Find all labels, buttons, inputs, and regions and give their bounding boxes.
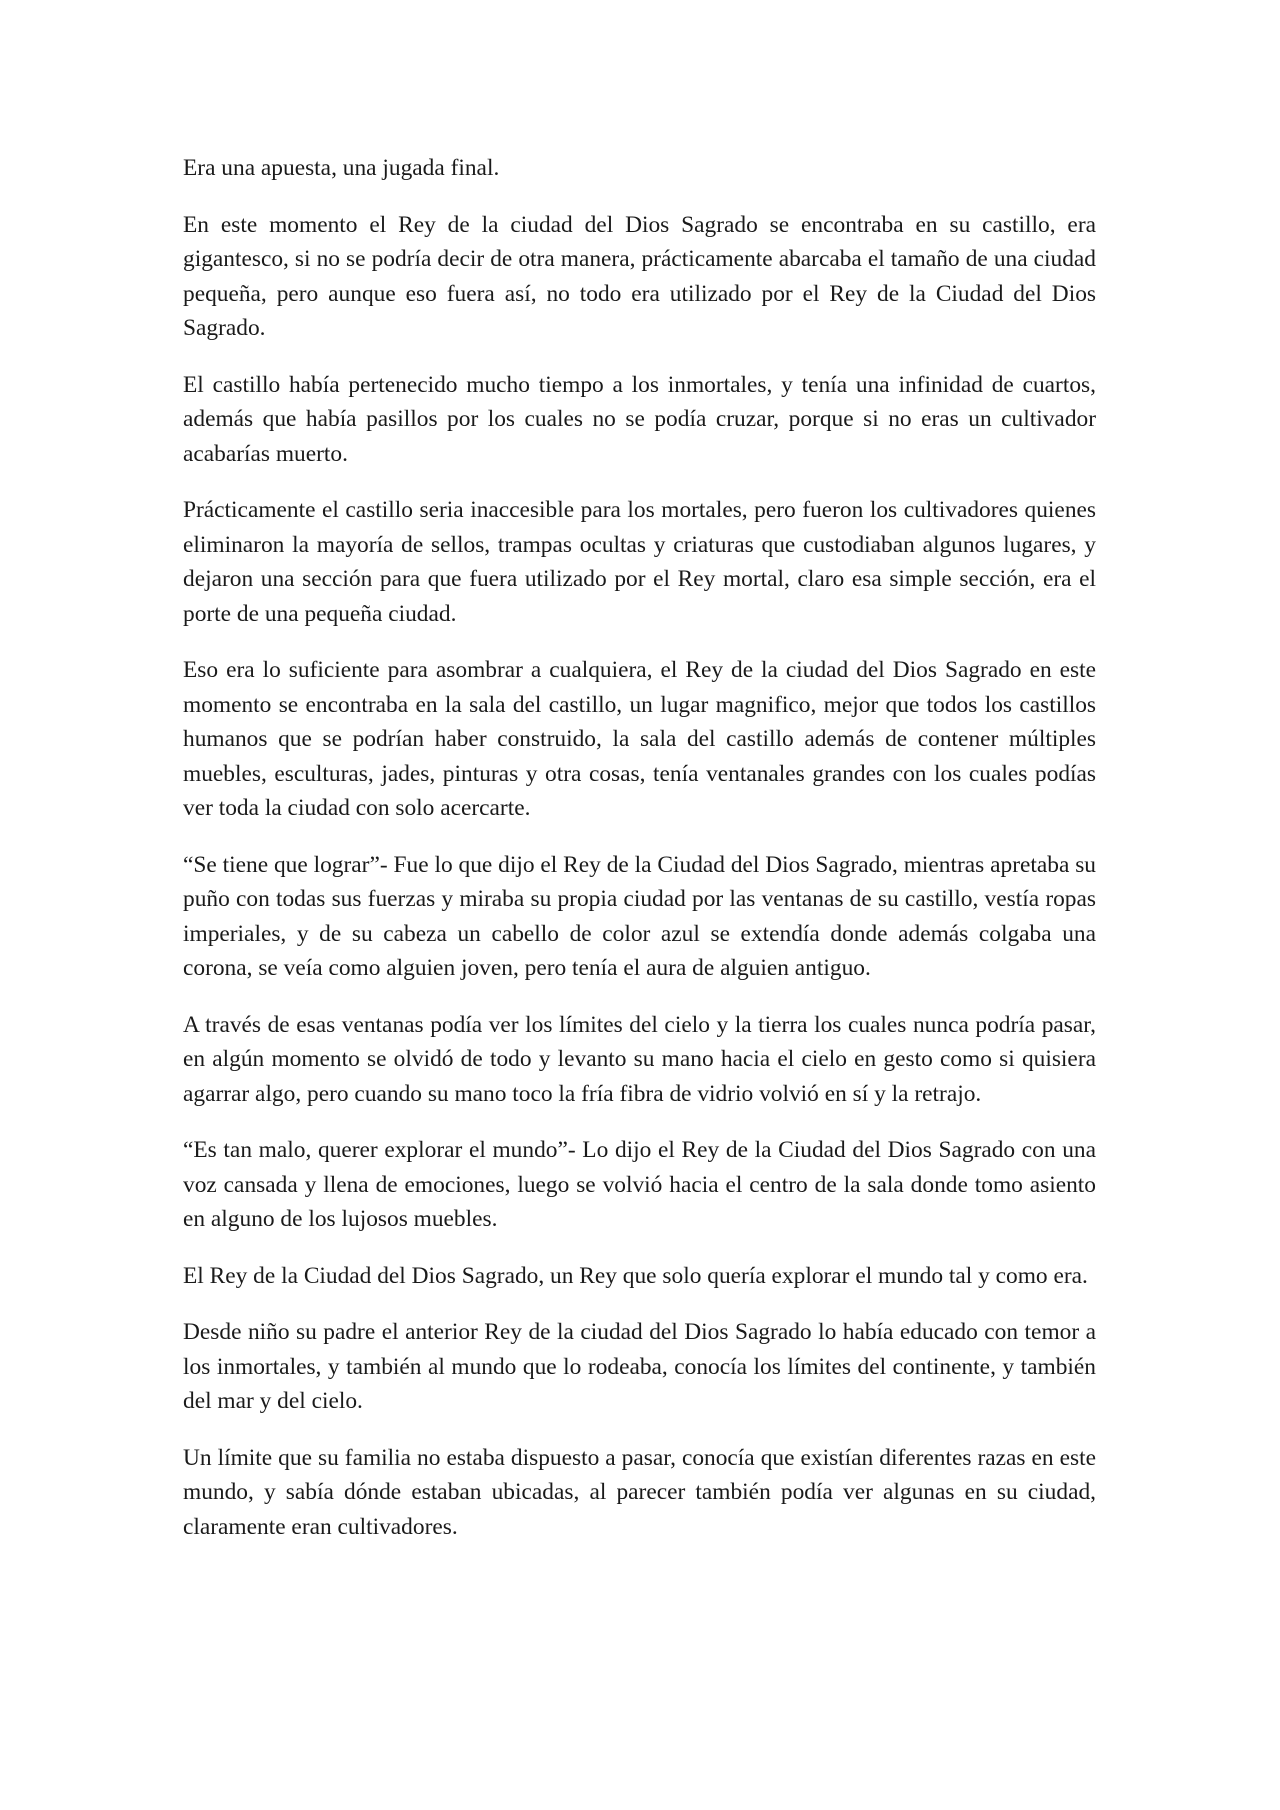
paragraph-8: “Es tan malo, querer explorar el mundo”- Lo dijo el Rey de la Ciudad del Dios Sagrado con una voz cansada y llena de emociones, luego se volvió hacia el centro de la sala donde tomo asiento en alguno de los lujosos muebles. xyxy=(183,1137,1096,1232)
paragraph-1: Era una apuesta, una jugada final. xyxy=(183,155,500,181)
text-body xyxy=(183,151,1096,1566)
paragraph-5: Eso era lo suficiente para asombrar a cualquiera, el Rey de la ciudad del Dios Sagrado en este momento se encontraba en la sala del castillo, un lugar magnifico, mejor que todos los castillos humanos que se podrían haber construido, la sala del castillo además de contener múltiples muebles, esculturas, jades, pinturas y otra cosas, tenía ventanales grandes con los cuales podías ver toda la ciudad con solo acercarte. xyxy=(183,657,1096,821)
paragraph-3: El castillo había pertenecido mucho tiempo a los inmortales, y tenía una infinidad de cuartos, además que había pasillos por los cuales no se podía cruzar, porque si no eras un cultivador acabarías muerto. xyxy=(183,371,1096,467)
paragraph-9: El Rey de la Ciudad del Dios Sagrado, un Rey que solo quería explorar el mundo tal y como era. xyxy=(183,1262,1088,1289)
paragraph-10: Desde niño su padre el anterior Rey de la ciudad del Dios Sagrado lo había educado con temor a los inmortales, y también al mundo que lo rodeaba, conocía los límites del continente, y también del mar y del cielo. xyxy=(183,1319,1096,1414)
paragraph-6: “Se tiene que lograr”- Fue lo que dijo el Rey de la Ciudad del Dios Sagrado, mientras apretaba su puño con todas sus fuerzas y miraba su propia ciudad por las ventanas de su castillo, vestía ropas imperiales, y de su cabeza un cabello de color azul se extendía donde además colgaba una corona, se veía como alguien joven, pero tenía el aura de alguien antiguo. xyxy=(183,851,1096,981)
paragraph-7: A través de esas ventanas podía ver los límites del cielo y la tierra los cuales nunca podría pasar, en algún momento se olvidó de todo y levanto su mano hacia el cielo en gesto como si quisiera agarrar algo, pero cuando su mano toco la fría fibra de vidrio volvió en sí y la retrajo. xyxy=(183,1011,1096,1107)
paragraph-2: En este momento el Rey de la ciudad del Dios Sagrado se encontraba en su castillo, era gigantesco, si no se podría decir de otra manera, prácticamente abarcaba el tamaño de una ciudad pequeña, pero aunque eso fuera así, no todo era utilizado por el Rey de la Ciudad del Dios Sagrado. xyxy=(183,211,1096,341)
paragraph-4: Prácticamente el castillo seria inaccesible para los mortales, pero fueron los cultivadores quienes eliminaron la mayoría de sellos, trampas ocultas y criaturas que custodiaban algunos lugares, y dejaron una sección para que fuera utilizado por el Rey mortal, claro esa simple sección, era el porte de una pequeña ciudad. xyxy=(183,497,1096,627)
paragraph-11: Un límite que su familia no estaba dispuesto a pasar, conocía que existían diferentes razas en este mundo, y sabía dónde estaban ubicadas, al parecer también podía ver algunas en su ciudad, claramente eran cultivadores. xyxy=(183,1444,1096,1540)
